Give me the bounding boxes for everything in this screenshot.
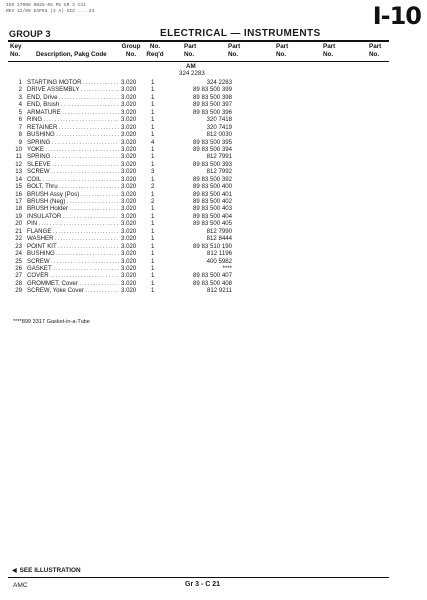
row-description: SPRING . . .	[27, 153, 119, 160]
see-illustration-label: SEE ILLUSTRATION	[19, 567, 81, 574]
table-row	[0, 124, 427, 131]
part-header-line2: No.	[276, 50, 287, 58]
row-part-no: 89 83 500 408	[193, 279, 232, 287]
row-qty-required: 1	[151, 227, 155, 235]
table-row	[0, 272, 427, 279]
row-qty-required: 1	[151, 257, 155, 265]
row-key: 11	[15, 153, 22, 161]
row-group-no: 3.020	[121, 168, 137, 176]
row-description: SLEEVE . . .	[27, 161, 119, 168]
row-key: 22	[15, 235, 22, 243]
row-part-no: 812 8444	[206, 235, 232, 243]
row-description: SPRING . . .	[27, 139, 119, 146]
row-group-no: 3.020	[121, 272, 137, 280]
row-description: INSULATOR . . .	[27, 213, 119, 220]
row-part-no: 812 7990	[206, 227, 232, 235]
row-key: 21	[15, 227, 22, 235]
row-key: 16	[15, 190, 22, 198]
row-key: 14	[15, 175, 22, 183]
table-row	[0, 94, 427, 101]
row-description: ARMATURE . . .	[27, 109, 119, 116]
row-description: RETAINER . . .	[27, 124, 119, 131]
row-qty-required: 1	[151, 242, 155, 250]
row-description: BRUSH Holder . . .	[27, 205, 119, 212]
header-divider	[8, 40, 389, 42]
document-header-code	[6, 3, 94, 14]
footer-brand: AMC	[13, 582, 28, 589]
row-description: BUSHING . . .	[27, 250, 119, 257]
row-group-no: 3.020	[121, 79, 137, 86]
table-row	[0, 139, 427, 146]
row-part-no: 320 7418	[206, 116, 232, 124]
row-description: SCREW, Yoke Cover . . .	[27, 287, 119, 294]
column-header-group-line1: Group	[121, 43, 141, 50]
row-group-no: 3.020	[121, 235, 137, 243]
row-qty-required: 1	[151, 272, 155, 280]
row-description: STARTING MOTOR . . .	[27, 79, 119, 86]
row-key: 17	[15, 198, 22, 205]
table-row	[0, 86, 427, 93]
row-part-no: 320 7419	[206, 123, 232, 131]
footer-divider	[8, 577, 389, 578]
row-key: 12	[15, 160, 22, 168]
row-part-no: 812 1196	[207, 250, 232, 258]
footnote: ****899 3317 Gasket-in-a-Tube	[13, 319, 90, 325]
row-description: COIL . . .	[27, 176, 119, 183]
table-row	[0, 258, 427, 265]
row-group-no: 3.020	[121, 227, 137, 235]
row-key: 6	[18, 116, 22, 124]
row-group-no: 3.020	[121, 205, 137, 213]
column-header-group-line2: No.	[125, 50, 137, 58]
left-triangle-icon: ◀	[12, 568, 17, 574]
row-qty-required: 1	[151, 101, 155, 109]
column-header-divider	[8, 61, 389, 62]
table-row	[0, 183, 427, 190]
row-part-no: 812 0030	[206, 131, 232, 139]
part-column-label-am: AM	[186, 63, 196, 70]
row-qty-required: 1	[151, 220, 155, 228]
column-header-req-line2: Req'd	[146, 50, 164, 58]
part-header-line1: Part	[276, 43, 289, 50]
row-key: 19	[15, 212, 22, 220]
table-row	[0, 265, 427, 272]
column-header-part-5	[369, 43, 381, 58]
row-part-no: 89 83 500 400	[193, 183, 232, 191]
header-code-line: IDS 27000 0025-05 PG GR 3 C21	[6, 3, 86, 8]
row-description: FLANGE . . .	[27, 228, 119, 235]
row-part-no: ****	[222, 264, 232, 272]
row-key: 1	[18, 79, 22, 86]
row-qty-required: 1	[151, 212, 155, 220]
row-part-no: 324 2283	[206, 79, 232, 86]
row-qty-required: 1	[151, 160, 155, 168]
row-part-no: 89 83 500 402	[193, 198, 232, 205]
row-qty-required: 1	[151, 93, 155, 101]
row-qty-required: 1	[151, 287, 155, 295]
row-part-no: 89 83 500 394	[193, 145, 232, 153]
row-qty-required: 1	[151, 108, 155, 116]
part-column-label	[176, 63, 236, 78]
row-description: SCREW . . .	[27, 258, 119, 265]
row-group-no: 3.020	[121, 116, 137, 124]
row-key: 24	[15, 250, 22, 258]
table-row	[0, 101, 427, 108]
row-part-no: 89 83 510 190	[193, 242, 232, 250]
row-group-no: 3.020	[121, 250, 137, 258]
row-group-no: 3.020	[121, 123, 137, 131]
table-row	[0, 168, 427, 175]
part-header-line2: No.	[184, 50, 195, 58]
row-description: BRUSH (Neg) . . .	[27, 198, 119, 205]
row-group-no: 3.020	[121, 160, 137, 168]
row-description: WASHER . . .	[27, 235, 119, 242]
table-row	[0, 146, 427, 153]
row-group-no: 3.020	[121, 190, 137, 198]
row-description: END, Drive . . .	[27, 94, 119, 101]
row-qty-required: 1	[151, 264, 155, 272]
row-key: 3	[18, 93, 22, 101]
row-description: RING . . .	[27, 116, 119, 123]
row-group-no: 3.020	[121, 220, 137, 228]
row-group-no: 3.020	[121, 264, 137, 272]
row-key: 20	[15, 220, 22, 228]
row-key: 29	[15, 287, 22, 295]
row-group-no: 3.020	[121, 101, 137, 109]
table-row	[0, 79, 427, 86]
column-header-required	[145, 43, 165, 58]
part-header-line1: Part	[228, 43, 241, 50]
row-group-no: 3.020	[121, 175, 137, 183]
row-qty-required: 1	[151, 145, 155, 153]
table-row	[0, 205, 427, 212]
row-description: END, Brush . . .	[27, 101, 119, 108]
row-group-no: 3.020	[121, 212, 137, 220]
row-description: GASKET . . .	[27, 265, 119, 272]
row-qty-required: 2	[151, 183, 155, 191]
column-header-key-line2: No.	[10, 50, 21, 58]
part-header-line2: No.	[369, 50, 380, 58]
column-header-part-3	[276, 43, 288, 58]
row-description: POINT KIT . . .	[27, 243, 119, 250]
table-row	[0, 153, 427, 160]
section-title: ELECTRICAL — INSTRUMENTS	[160, 28, 321, 39]
row-description: BOLT, Thru . . .	[27, 183, 119, 190]
page-id: I-10	[372, 2, 421, 30]
row-qty-required: 1	[151, 190, 155, 198]
row-key: 26	[15, 264, 22, 272]
see-illustration	[12, 567, 81, 574]
column-header-group	[119, 43, 143, 58]
row-group-no: 3.020	[121, 242, 137, 250]
row-key: 10	[15, 145, 22, 153]
table-row	[0, 280, 427, 287]
row-description: BRUSH Assy (Pos) . . .	[27, 191, 119, 198]
row-key: 9	[18, 138, 22, 146]
row-part-no: 400 5982	[206, 257, 232, 265]
row-key: 15	[15, 183, 22, 191]
row-group-no: 3.020	[121, 138, 137, 146]
table-row	[0, 109, 427, 116]
part-header-line2: No.	[323, 50, 334, 58]
row-part-no: 89 83 500 392	[193, 175, 232, 183]
row-part-no: 89 83 500 398	[193, 93, 232, 101]
table-row	[0, 161, 427, 168]
row-key: 4	[18, 101, 22, 109]
row-key: 25	[15, 257, 22, 265]
part-header-line1: Part	[323, 43, 336, 50]
row-group-no: 3.020	[121, 145, 137, 153]
row-key: 18	[15, 205, 22, 213]
row-description: YOKE . . .	[27, 146, 119, 153]
table-row	[0, 116, 427, 123]
row-qty-required: 1	[151, 86, 155, 94]
row-part-no: 89 83 500 395	[193, 138, 232, 146]
table-row	[0, 220, 427, 227]
row-group-no: 3.020	[121, 279, 137, 287]
row-qty-required: 4	[151, 138, 155, 146]
row-qty-required: 1	[151, 175, 155, 183]
part-header-line1: Part	[184, 43, 197, 50]
row-qty-required: 1	[151, 205, 155, 213]
row-part-no: 89 83 500 407	[193, 272, 232, 280]
column-header-part-2	[228, 43, 240, 58]
row-description: COVER . . .	[27, 272, 119, 279]
footer-page-ref: Gr 3 - C 21	[185, 581, 221, 588]
row-part-no: 89 83 500 403	[193, 205, 232, 213]
row-key: 27	[15, 272, 22, 280]
column-header-description: Description, Pakg Code	[36, 50, 107, 58]
row-key: 5	[18, 108, 22, 116]
column-header-part-1	[184, 43, 196, 58]
row-part-no: 812 9211	[207, 287, 232, 295]
row-key: 28	[15, 279, 22, 287]
row-qty-required: 1	[151, 235, 155, 243]
table-row	[0, 228, 427, 235]
table-row	[0, 131, 427, 138]
row-part-no: 89 83 500 401	[193, 190, 232, 198]
row-description: GROMMET, Cover . . .	[27, 280, 119, 287]
row-group-no: 3.020	[121, 257, 137, 265]
row-description: BUSHING . . .	[27, 131, 119, 138]
row-description: PIN . . .	[27, 220, 119, 227]
row-qty-required: 1	[151, 123, 155, 131]
row-qty-required: 1	[151, 279, 155, 287]
row-description: SCREW . . .	[27, 168, 119, 175]
group-label: GROUP 3	[9, 29, 51, 39]
row-description: DRIVE ASSEMBLY . . .	[27, 86, 119, 93]
row-part-no: 89 83 500 393	[193, 160, 232, 168]
column-header-part-4	[323, 43, 335, 58]
column-header-req-line1: No.	[149, 43, 161, 50]
row-group-no: 3.020	[121, 108, 137, 116]
row-part-no: 812 7991	[206, 153, 232, 161]
row-group-no: 3.020	[121, 198, 137, 205]
table-row	[0, 287, 427, 294]
row-qty-required: 1	[151, 116, 155, 124]
part-column-label-ref: 324 2283	[179, 70, 205, 78]
row-qty-required: 3	[151, 168, 155, 176]
column-header-key-line1: Key	[10, 43, 22, 50]
header-code-line: REV 12/09 EAP03 (3 A) GIZ ... 24	[6, 8, 95, 14]
table-row	[0, 243, 427, 250]
row-qty-required: 1	[151, 131, 155, 139]
table-row	[0, 191, 427, 198]
table-row	[0, 198, 427, 205]
part-header-line1: Part	[369, 43, 382, 50]
row-group-no: 3.020	[121, 153, 137, 161]
part-header-line2: No.	[228, 50, 239, 58]
row-key: 2	[18, 86, 22, 94]
row-group-no: 3.020	[121, 93, 137, 101]
table-row	[0, 176, 427, 183]
row-group-no: 3.020	[121, 131, 137, 139]
parts-table	[0, 79, 427, 295]
table-row	[0, 250, 427, 257]
table-row	[0, 213, 427, 220]
row-qty-required: 1	[151, 153, 155, 161]
row-qty-required: 1	[151, 79, 155, 86]
row-qty-required: 2	[151, 198, 155, 205]
table-row	[0, 235, 427, 242]
row-group-no: 3.020	[121, 86, 137, 94]
row-group-no: 3.020	[121, 183, 137, 191]
row-part-no: 812 7992	[206, 168, 232, 176]
row-key: 8	[18, 131, 22, 139]
row-key: 7	[18, 123, 22, 131]
row-qty-required: 1	[151, 250, 155, 258]
row-part-no: 89 83 500 399	[193, 86, 232, 94]
row-part-no: 89 83 500 397	[193, 101, 232, 109]
row-key: 23	[15, 242, 22, 250]
row-group-no: 3.020	[121, 287, 137, 295]
row-part-no: 89 83 500 396	[193, 108, 232, 116]
row-part-no: 89 83 500 405	[193, 220, 232, 228]
column-header-key	[10, 43, 22, 58]
row-key: 13	[15, 168, 22, 176]
row-part-no: 89 83 500 404	[193, 212, 232, 220]
